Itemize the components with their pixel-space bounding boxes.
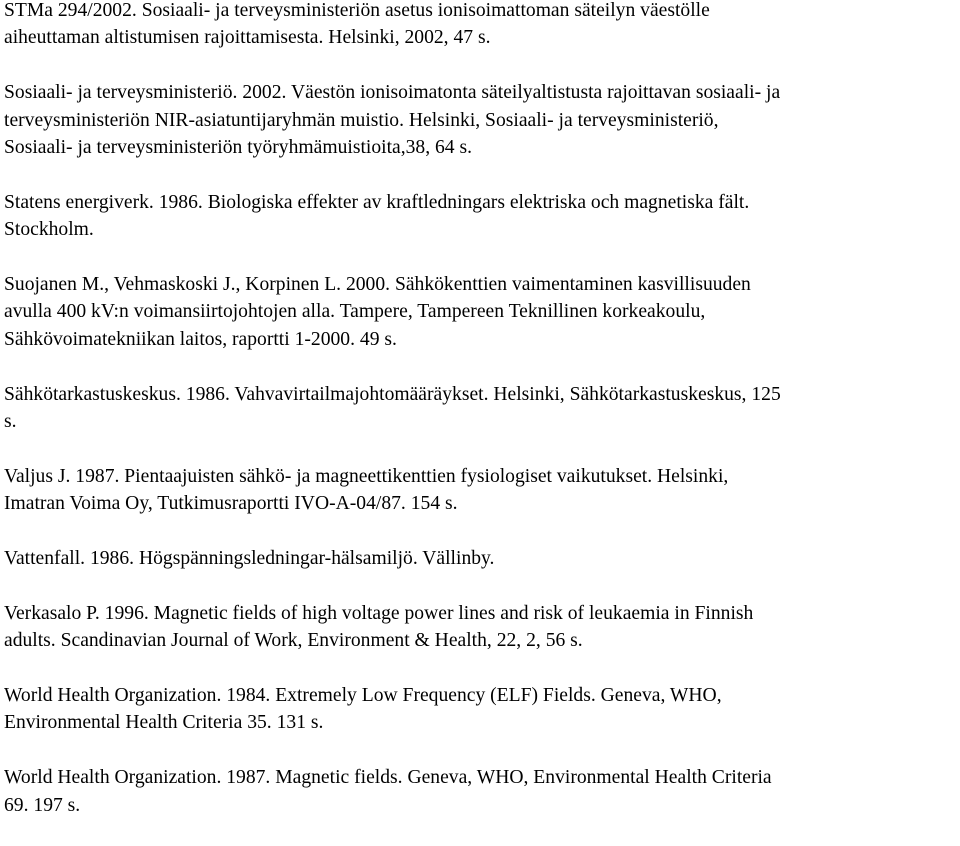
reference-line: s. xyxy=(4,411,17,433)
reference-entry-who-1984 xyxy=(4,682,959,737)
reference-line: Environmental Health Criteria 35. 131 s. xyxy=(4,712,324,734)
reference-entry-sahkotarkastuskeskus-1986 xyxy=(4,381,959,436)
reference-line: Suojanen M., Vehmaskoski J., Korpinen L. 2000. Sähkökenttien vaimentaminen kasvillisuuden xyxy=(4,274,751,296)
reference-line: Verkasalo P. 1996. Magnetic fields of high voltage power lines and risk of leukaemia in Finnish xyxy=(4,602,754,624)
reference-line: STMa 294/2002. Sosiaali- ja terveysministeriön asetus ionisoimattoman säteilyn väestölle xyxy=(4,0,710,21)
reference-entry-statens-energiverk-1986 xyxy=(4,189,959,244)
reference-line: World Health Organization. 1987. Magnetic fields. Geneva, WHO, Environmental Health Criteria xyxy=(4,767,772,789)
reference-line: Sosiaali- ja terveysministeriön työryhmämuistioita,38, 64 s. xyxy=(4,137,473,159)
reference-list xyxy=(4,0,959,846)
reference-line: Stockholm. xyxy=(4,219,94,241)
reference-line: terveysministeriön NIR-asiatuntijaryhmän muistio. Helsinki, Sosiaali- ja terveysministeriö, xyxy=(4,109,719,131)
reference-entry-suojanen-2000 xyxy=(4,271,959,353)
reference-line: avulla 400 kV:n voimansiirtojohtojen alla. Tampere, Tampereen Teknillinen korkeakoulu, xyxy=(4,301,706,323)
reference-entry-valjus-1987 xyxy=(4,463,959,518)
reference-line: Sosiaali- ja terveysministeriö. 2002. Väestön ionisoimatonta säteilyaltistusta rajoittavan sosiaali- ja xyxy=(4,82,781,104)
reference-entry-stma-2002 xyxy=(4,0,959,52)
reference-entry-sosiaali-terveysministerio-2002 xyxy=(4,79,959,161)
reference-entry-who-1987 xyxy=(4,764,959,819)
reference-line: Imatran Voima Oy, Tutkimusraportti IVO-A-04/87. 154 s. xyxy=(4,493,458,515)
reference-line: Valjus J. 1987. Pientaajuisten sähkö- ja magneettikenttien fysiologiset vaikutukset. Helsinki, xyxy=(4,465,729,487)
reference-line: aiheuttaman altistumisen rajoittamisesta. Helsinki, 2002, 47 s. xyxy=(4,27,491,49)
reference-entry-verkasalo-1996 xyxy=(4,600,959,655)
reference-line: Statens energiverk. 1986. Biologiska effekter av kraftledningars elektriska och magnetiska fält. xyxy=(4,191,750,213)
reference-line: Sähkötarkastuskeskus. 1986. Vahvavirtailmajohtomääräykset. Helsinki, Sähkötarkastuskeskus, 125 xyxy=(4,383,781,405)
reference-line: World Health Organization. 1984. Extremely Low Frequency (ELF) Fields. Geneva, WHO, xyxy=(4,685,722,707)
reference-entry-vattenfall-1986 xyxy=(4,545,959,572)
reference-line: Vattenfall. 1986. Högspänningsledningar-hälsamiljö. Vällinby. xyxy=(4,548,495,570)
reference-line: 69. 197 s. xyxy=(4,794,81,816)
reference-line: Sähkövoimatekniikan laitos, raportti 1-2000. 49 s. xyxy=(4,328,397,350)
reference-line: adults. Scandinavian Journal of Work, Environment & Health, 22, 2, 56 s. xyxy=(4,630,583,652)
